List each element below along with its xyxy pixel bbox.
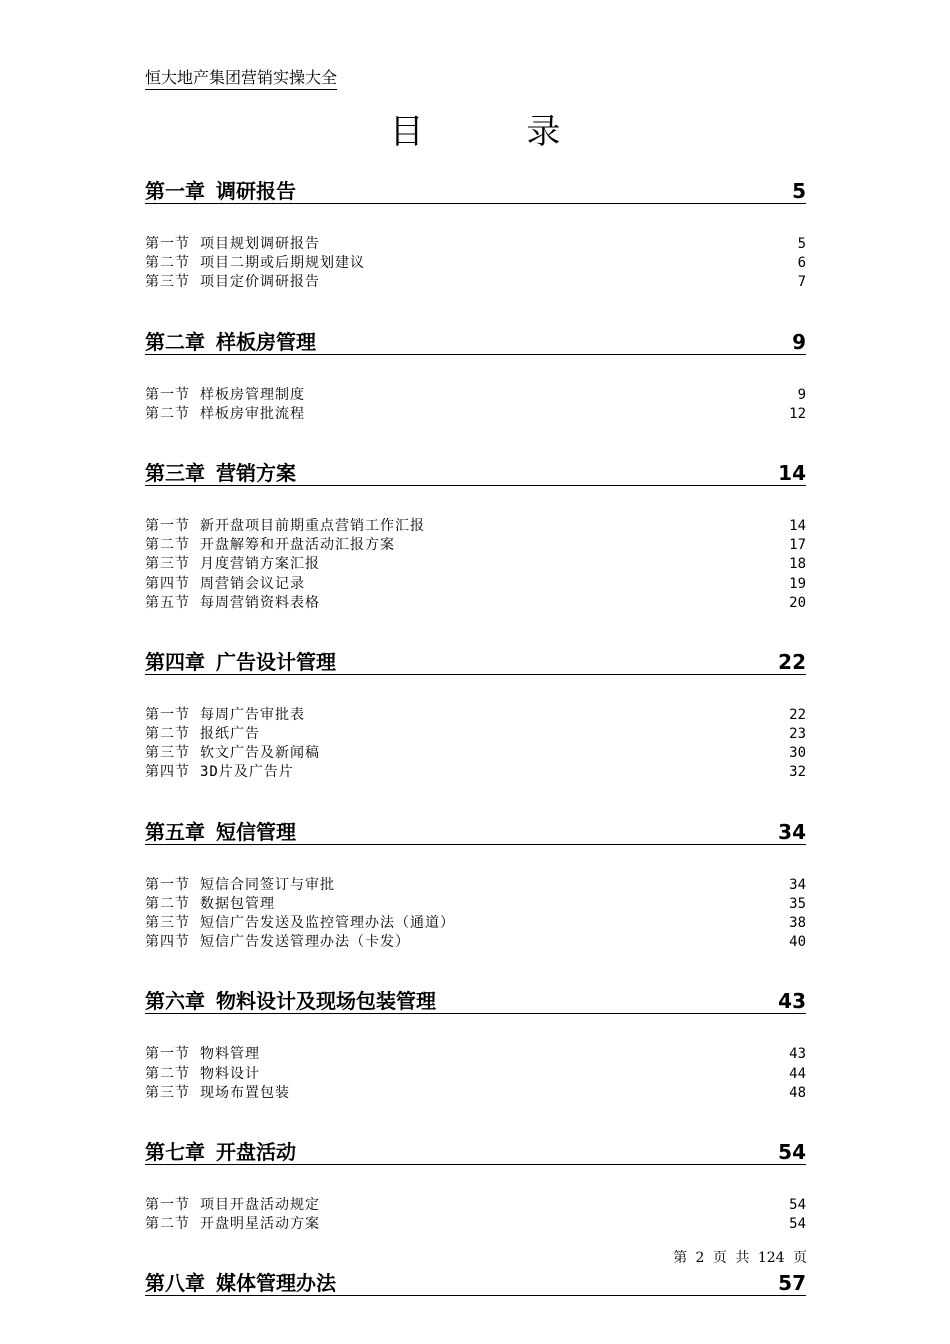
section-heading [145,555,320,574]
section-page-number: 6 [797,255,806,272]
toc-chapter-entry[interactable] [145,817,806,845]
section-heading [145,744,320,763]
chapter-page-number: 34 [778,819,806,844]
section-title: 短信广告发送及监控管理办法（通道） [200,915,455,931]
section-page-number: 5 [797,236,806,252]
running-header: 恒大地产集团营销实操大全 [145,68,337,90]
section-number: 第三节 [145,1084,190,1101]
toc-title: 目 录 [389,112,607,152]
section-title: 样板房审批流程 [200,405,305,422]
toc-chapter-entry[interactable] [145,986,806,1014]
section-page-number: 19 [789,575,806,592]
toc-chapter-entry[interactable] [145,1268,806,1296]
section-list [145,517,806,613]
toc-chapter-block [145,327,806,424]
section-page-number: 7 [797,274,806,291]
section-list [145,235,806,293]
section-page-number: 12 [789,405,806,422]
section-heading [145,254,365,273]
table-of-contents [145,176,806,1330]
section-heading [145,575,305,594]
section-list [145,706,806,783]
section-number: 第一节 [145,517,190,534]
section-heading [145,933,410,952]
chapter-heading [145,1140,296,1164]
toc-section-entry[interactable] [145,1084,806,1103]
chapter-number: 第二章 [145,329,205,354]
section-title: 项目开盘活动规定 [200,1196,320,1213]
section-title: 开盘明星活动方案 [200,1216,320,1233]
toc-section-entry[interactable] [145,895,806,914]
chapter-number: 第八章 [145,1271,205,1296]
section-title: 3D片及广告片 [200,764,294,781]
section-heading [145,405,305,424]
section-title: 短信广告发送管理办法（卡发） [200,934,410,951]
section-number: 第三节 [145,274,190,291]
section-number: 第一节 [145,876,190,893]
chapter-page-number: 9 [792,329,806,354]
section-page-number: 43 [789,1046,806,1063]
chapter-heading [145,179,296,203]
chapter-heading [145,461,296,485]
section-number: 第二节 [145,895,190,912]
section-title: 每周广告审批表 [200,706,305,723]
section-heading [145,895,275,914]
section-title: 项目二期或后期规划建议 [200,255,365,272]
page-footer: 第 2 页 共 124 页 [673,1250,807,1266]
toc-chapter-block [145,647,806,783]
section-title: 物料设计 [200,1065,260,1082]
toc-section-entry[interactable] [145,575,806,594]
section-page-number: 20 [789,594,806,611]
section-number: 第二节 [145,1216,190,1233]
section-title: 开盘解筹和开盘活动汇报方案 [200,537,395,554]
section-number: 第四节 [145,764,190,781]
section-number: 第一节 [145,706,190,723]
section-heading [145,273,320,292]
chapter-page-number: 57 [778,1271,806,1296]
section-title: 周营销会议记录 [200,575,305,592]
section-title: 项目规划调研报告 [200,236,320,252]
section-title: 每周营销资料表格 [200,594,320,611]
section-number: 第三节 [145,915,190,931]
section-page-number: 35 [789,895,806,912]
toc-chapter-entry[interactable] [145,176,806,204]
toc-section-entry[interactable] [145,517,806,536]
section-page-number: 9 [797,386,806,403]
section-title: 样板房管理制度 [200,386,305,403]
section-title: 短信合同签订与审批 [200,876,335,893]
section-number: 第四节 [145,575,190,592]
section-list [145,1196,806,1234]
chapter-title: 物料设计及现场包装管理 [216,989,436,1014]
section-heading [145,1065,260,1084]
section-number: 第一节 [145,236,190,252]
chapter-title: 营销方案 [216,460,296,485]
toc-chapter-entry[interactable] [145,458,806,486]
section-number: 第二节 [145,1065,190,1082]
section-title: 项目定价调研报告 [200,274,320,291]
chapter-title: 媒体管理办法 [216,1271,336,1296]
toc-section-entry[interactable] [145,763,806,782]
section-number: 第四节 [145,934,190,951]
chapter-page-number: 22 [778,649,806,674]
section-title: 现场布置包装 [200,1084,290,1101]
toc-section-entry[interactable] [145,405,806,424]
toc-chapter-block [145,1137,806,1234]
toc-section-entry[interactable] [145,594,806,613]
section-heading [145,594,320,613]
section-page-number: 32 [789,764,806,781]
chapter-number: 第四章 [145,649,205,674]
chapter-page-number: 54 [778,1139,806,1164]
section-page-number: 44 [789,1065,806,1082]
section-title: 月度营销方案汇报 [200,556,320,573]
chapter-number: 第七章 [145,1139,205,1164]
toc-chapter-block [145,1268,806,1296]
section-title: 新开盘项目前期重点营销工作汇报 [200,517,425,534]
section-number: 第一节 [145,1046,190,1063]
section-heading [145,914,455,933]
section-page-number: 54 [789,1216,806,1233]
toc-section-entry[interactable] [145,555,806,574]
toc-chapter-entry[interactable] [145,647,806,675]
section-heading [145,1084,290,1103]
chapter-title: 开盘活动 [216,1139,296,1164]
section-page-number: 38 [789,915,806,931]
chapter-title: 样板房管理 [216,329,316,354]
section-heading [145,386,305,405]
toc-section-entry[interactable] [145,1196,806,1215]
chapter-heading [145,330,316,354]
section-page-number: 48 [789,1084,806,1101]
section-title: 数据包管理 [200,895,275,912]
section-number: 第二节 [145,537,190,554]
chapter-title: 调研报告 [216,179,296,203]
section-number: 第三节 [145,556,190,573]
toc-chapter-entry[interactable] [145,1137,806,1165]
toc-section-entry[interactable] [145,1045,806,1064]
section-page-number: 14 [789,517,806,534]
section-page-number: 22 [789,706,806,723]
section-page-number: 23 [789,726,806,743]
section-heading [145,1045,260,1064]
section-page-number: 40 [789,934,806,951]
section-number: 第二节 [145,255,190,272]
section-page-number: 54 [789,1196,806,1213]
toc-section-entry[interactable] [145,744,806,763]
chapter-title: 短信管理 [216,819,296,844]
toc-section-entry[interactable] [145,914,806,933]
section-page-number: 34 [789,876,806,893]
section-page-number: 17 [789,537,806,554]
section-heading [145,725,260,744]
section-number: 第一节 [145,1196,190,1213]
toc-section-entry[interactable] [145,254,806,273]
toc-chapter-block [145,458,806,613]
section-heading [145,763,294,782]
section-list [145,1045,806,1103]
section-number: 第二节 [145,405,190,422]
toc-section-entry[interactable] [145,1065,806,1084]
section-heading [145,536,395,555]
chapter-title: 广告设计管理 [216,649,336,674]
toc-section-entry[interactable] [145,1215,806,1234]
toc-chapter-block [145,176,806,293]
chapter-page-number: 5 [792,179,806,203]
toc-section-entry[interactable] [145,536,806,555]
chapter-number: 第三章 [145,460,205,485]
chapter-number: 第一章 [145,179,205,203]
section-page-number: 30 [789,745,806,762]
section-heading [145,1215,320,1234]
toc-section-entry[interactable] [145,725,806,744]
toc-section-entry[interactable] [145,706,806,725]
section-number: 第三节 [145,745,190,762]
section-heading [145,235,320,254]
section-title: 报纸广告 [200,726,260,743]
toc-section-entry[interactable] [145,273,806,292]
section-heading [145,1196,320,1215]
toc-chapter-block [145,817,806,953]
toc-chapter-block [145,986,806,1103]
section-title: 软文广告及新闻稿 [200,745,320,762]
chapter-heading [145,650,336,674]
section-heading [145,706,305,725]
toc-chapter-entry[interactable] [145,327,806,355]
toc-section-entry[interactable] [145,876,806,895]
section-number: 第五节 [145,594,190,611]
chapter-page-number: 43 [778,989,806,1014]
section-heading [145,876,335,895]
toc-section-entry[interactable] [145,235,806,254]
section-heading [145,517,425,536]
toc-section-entry[interactable] [145,933,806,952]
chapter-heading [145,820,296,844]
toc-section-entry[interactable] [145,386,806,405]
chapter-number: 第六章 [145,989,205,1014]
section-title: 物料管理 [200,1046,260,1063]
chapter-number: 第五章 [145,819,205,844]
section-list [145,876,806,953]
section-page-number: 18 [789,556,806,573]
chapter-heading [145,989,436,1013]
chapter-heading [145,1271,336,1295]
chapter-page-number: 14 [778,460,806,485]
section-number: 第一节 [145,386,190,403]
section-list [145,386,806,424]
section-number: 第二节 [145,726,190,743]
